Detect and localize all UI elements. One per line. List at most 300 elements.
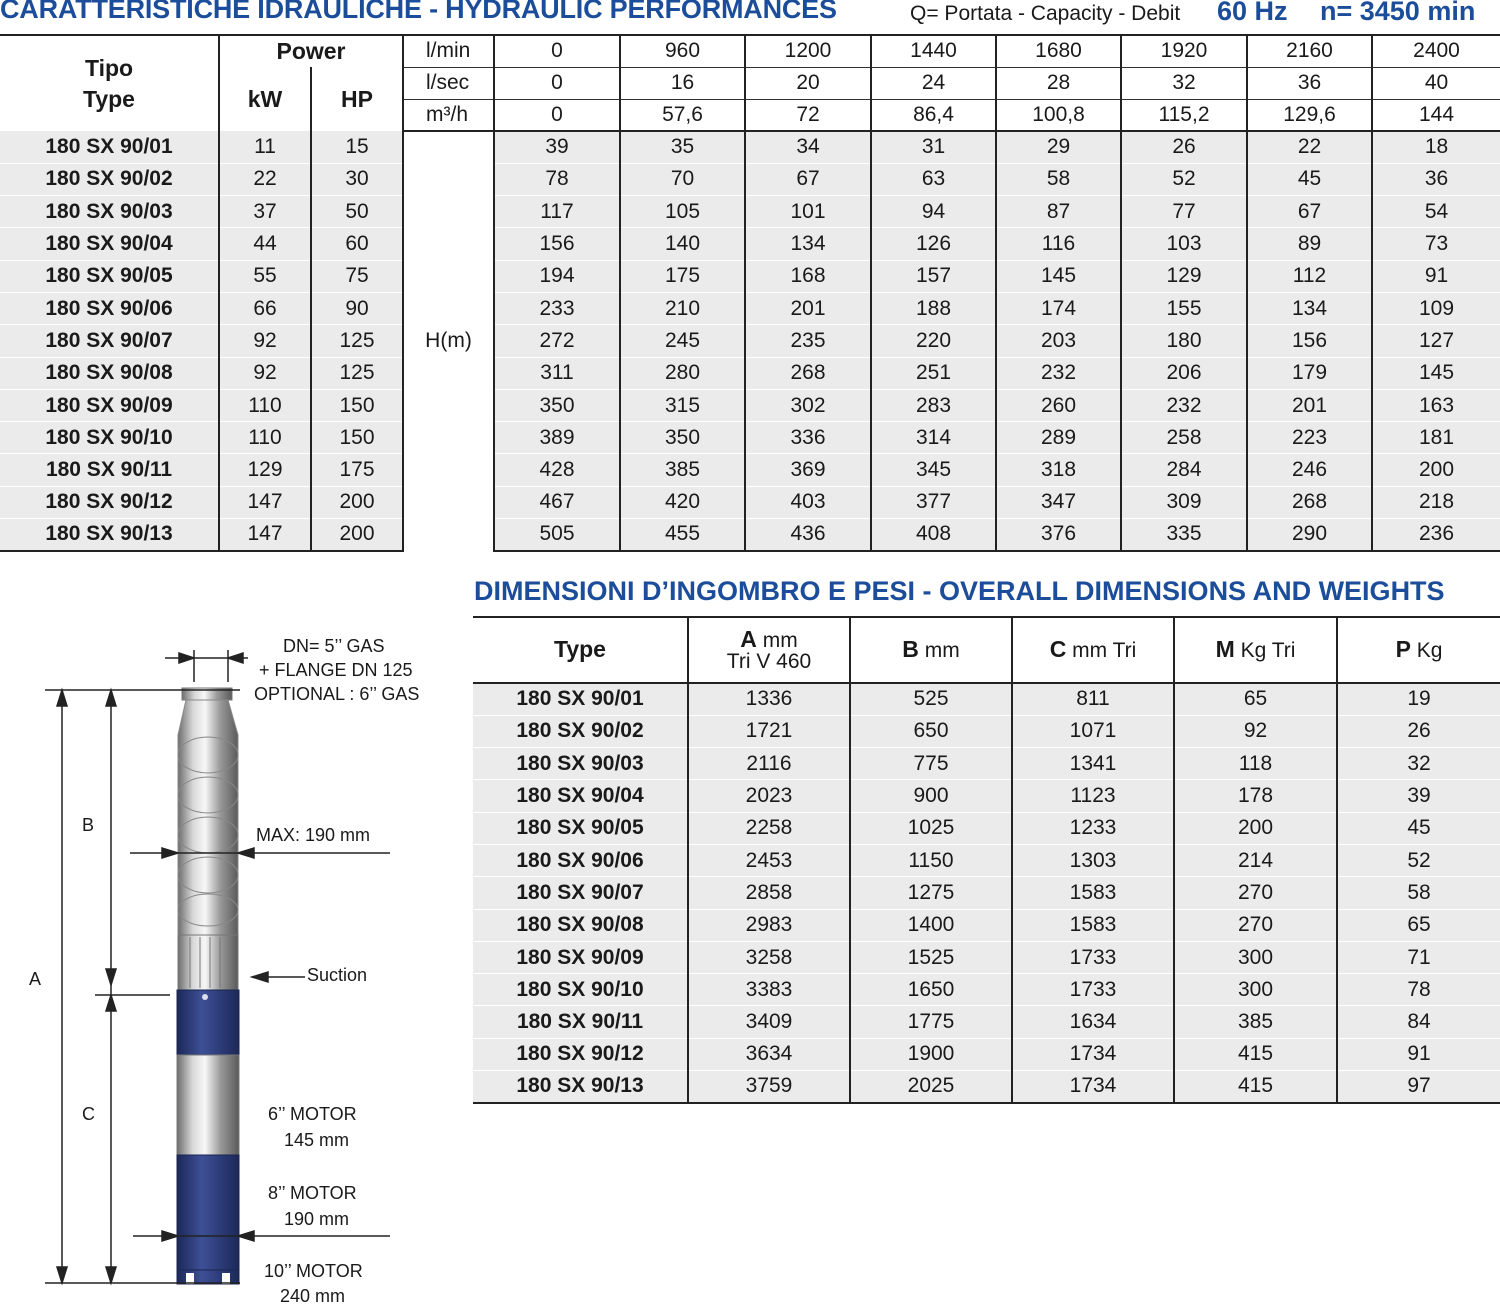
head-value-cell: 283 [871, 389, 996, 421]
flow-unit-lmin: l/min [403, 35, 494, 67]
head-value-cell: 156 [494, 228, 620, 260]
head-value-cell: 350 [620, 422, 745, 454]
motor8-label: 8’’ MOTOR [268, 1183, 357, 1203]
dim-a-cell: 3383 [688, 974, 850, 1006]
head-value-cell: 18 [1372, 131, 1500, 163]
max-diameter-label: MAX: 190 mm [256, 825, 371, 845]
kw-cell: 147 [219, 486, 311, 518]
head-value-cell: 336 [745, 422, 871, 454]
head-value-cell: 70 [620, 163, 745, 195]
flow-cell: 960 [620, 35, 745, 67]
head-value-cell: 89 [1247, 228, 1372, 260]
page-title: CARATTERISTICHE IDRAULICHE - HYDRAULIC PERFORMANCES [0, 0, 837, 24]
head-value-cell: 145 [1372, 357, 1500, 389]
table-row [473, 941, 1500, 973]
kw-cell: 147 [219, 519, 311, 551]
dim-m-cell: 65 [1174, 683, 1337, 715]
model-cell: 180 SX 90/03 [473, 748, 688, 780]
head-value-cell: 280 [620, 357, 745, 389]
head-value-cell: 385 [620, 454, 745, 486]
dim-m-cell: 178 [1174, 780, 1337, 812]
flow-cell: 0 [494, 35, 620, 67]
head-value-cell: 67 [745, 163, 871, 195]
dim-m-cell: 118 [1174, 748, 1337, 780]
dim-a-unit: mm [762, 628, 798, 652]
hp-cell: 150 [311, 389, 403, 421]
hp-cell: 15 [311, 131, 403, 163]
dimensions-table-body [473, 683, 1500, 1103]
hp-cell: 50 [311, 196, 403, 228]
dim-c-cell: 1303 [1012, 844, 1174, 876]
dim-a-sub: Tri V 460 [726, 649, 812, 673]
flow-cell: 57,6 [620, 99, 745, 131]
dim-p-cell: 39 [1337, 780, 1500, 812]
hp-cell: 75 [311, 260, 403, 292]
hp-header: HP [311, 67, 403, 131]
head-value-cell: 436 [745, 519, 871, 551]
model-cell: 180 SX 90/08 [473, 909, 688, 941]
dim-c-cell: 1583 [1012, 877, 1174, 909]
kw-cell: 66 [219, 292, 311, 324]
frequency-label: 60 Hz [1217, 0, 1288, 26]
dim-c-cell: 1341 [1012, 748, 1174, 780]
flow-cell: 115,2 [1121, 99, 1247, 131]
head-value-cell: 126 [871, 228, 996, 260]
dimension-c-label: C [82, 1104, 95, 1124]
model-cell: 180 SX 90/12 [473, 1038, 688, 1070]
model-cell: 180 SX 90/02 [473, 715, 688, 747]
head-value-cell: 163 [1372, 389, 1500, 421]
dim-b-cell: 1275 [850, 877, 1012, 909]
flow-cell: 2400 [1372, 35, 1500, 67]
table-row [0, 292, 1500, 324]
model-cell: 180 SX 90/05 [0, 260, 219, 292]
type-header [0, 35, 219, 131]
dim-c-cell: 1734 [1012, 1071, 1174, 1103]
dim-a-cell: 3258 [688, 941, 850, 973]
table-row [0, 454, 1500, 486]
head-value-cell: 505 [494, 519, 620, 551]
table-row [473, 748, 1500, 780]
flow-cell: 32 [1121, 67, 1247, 99]
dim-p-cell: 78 [1337, 974, 1500, 1006]
head-value-cell: 223 [1247, 422, 1372, 454]
dim-c-cell: 1733 [1012, 974, 1174, 1006]
dim-p-cell: 97 [1337, 1071, 1500, 1103]
head-value-cell: 210 [620, 292, 745, 324]
head-value-cell: 467 [494, 486, 620, 518]
flow-cell: 36 [1247, 67, 1372, 99]
dimension-b-label: B [82, 815, 95, 835]
head-value-cell: 105 [620, 196, 745, 228]
table-row [473, 812, 1500, 844]
dim-a-cell: 1721 [688, 715, 850, 747]
dim-p-cell: 19 [1337, 683, 1500, 715]
table-row [473, 1006, 1500, 1038]
head-value-cell: 235 [745, 325, 871, 357]
head-value-cell: 315 [620, 389, 745, 421]
dim-header-type [473, 617, 688, 683]
dim-m-cell: 92 [1174, 715, 1337, 747]
dim-c-cell: 1583 [1012, 909, 1174, 941]
hp-cell: 125 [311, 325, 403, 357]
motor6-size: 145 mm [284, 1130, 350, 1150]
flow-cell: 1920 [1121, 35, 1247, 67]
head-value-cell: 428 [494, 454, 620, 486]
model-cell: 180 SX 90/11 [473, 1006, 688, 1038]
model-cell: 180 SX 90/04 [473, 780, 688, 812]
dimension-a-label: A [29, 969, 42, 989]
dim-p-cell: 52 [1337, 844, 1500, 876]
model-cell: 180 SX 90/05 [473, 812, 688, 844]
head-value-cell: 156 [1247, 325, 1372, 357]
table-row [0, 131, 1500, 163]
dim-m-cell: 415 [1174, 1071, 1337, 1103]
dim-a-cell: 3409 [688, 1006, 850, 1038]
type-label-it: Tipo [84, 54, 134, 81]
head-value-cell: 335 [1121, 519, 1247, 551]
flow-unit-m3h: m³/h [403, 99, 494, 131]
head-value-cell: 260 [996, 389, 1121, 421]
table-row [473, 909, 1500, 941]
model-cell: 180 SX 90/07 [0, 325, 219, 357]
dim-c-cell: 811 [1012, 683, 1174, 715]
motor6-label: 6’’ MOTOR [268, 1104, 357, 1124]
dim-b-cell: 525 [850, 683, 1012, 715]
table-row [473, 844, 1500, 876]
head-value-cell: 245 [620, 325, 745, 357]
flow-cell: 1440 [871, 35, 996, 67]
power-header: Power [219, 35, 403, 67]
dim-c-cell: 1071 [1012, 715, 1174, 747]
head-value-cell: 26 [1121, 131, 1247, 163]
head-value-cell: 29 [996, 131, 1121, 163]
head-value-cell: 127 [1372, 325, 1500, 357]
dim-b-unit: mm [924, 639, 960, 662]
model-cell: 180 SX 90/03 [0, 196, 219, 228]
dim-m-cell: 270 [1174, 877, 1337, 909]
dim-p-cell: 84 [1337, 1006, 1500, 1038]
head-value-cell: 140 [620, 228, 745, 260]
head-value-cell: 455 [620, 519, 745, 551]
dim-p-cell: 91 [1337, 1038, 1500, 1070]
dim-m-cell: 200 [1174, 812, 1337, 844]
dim-p-cell: 65 [1337, 909, 1500, 941]
dim-a-cell: 2023 [688, 780, 850, 812]
hp-cell: 30 [311, 163, 403, 195]
head-value-cell: 268 [745, 357, 871, 389]
dim-b-cell: 1025 [850, 812, 1012, 844]
head-value-cell: 376 [996, 519, 1121, 551]
dim-c-cell: 1634 [1012, 1006, 1174, 1038]
head-value-cell: 179 [1247, 357, 1372, 389]
table-row [473, 715, 1500, 747]
dim-c-cell: 1123 [1012, 780, 1174, 812]
hp-cell: 60 [311, 228, 403, 260]
flow-cell: 0 [494, 99, 620, 131]
dim-c-cell: 1233 [1012, 812, 1174, 844]
dim-header-a [688, 617, 850, 683]
dim-b-cell: 2025 [850, 1071, 1012, 1103]
model-cell: 180 SX 90/08 [0, 357, 219, 389]
head-value-cell: 408 [871, 519, 996, 551]
dim-m-cell: 300 [1174, 974, 1337, 1006]
hp-cell: 175 [311, 454, 403, 486]
head-value-cell: 129 [1121, 260, 1247, 292]
table-row [473, 683, 1500, 715]
head-value-cell: 116 [996, 228, 1121, 260]
head-value-cell: 194 [494, 260, 620, 292]
dim-c-unit: mm Tri [1072, 639, 1137, 662]
dim-header-b [850, 617, 1012, 683]
head-value-cell: 258 [1121, 422, 1247, 454]
head-value-cell: 345 [871, 454, 996, 486]
model-cell: 180 SX 90/04 [0, 228, 219, 260]
suction-label: Suction [307, 965, 368, 985]
flow-cell: 40 [1372, 67, 1500, 99]
head-value-cell: 52 [1121, 163, 1247, 195]
dim-header-c [1012, 617, 1174, 683]
dim-a-cell: 3759 [688, 1071, 850, 1103]
dim-header-p [1337, 617, 1500, 683]
dim-b-cell: 650 [850, 715, 1012, 747]
dim-a-cell: 2116 [688, 748, 850, 780]
table-row [0, 228, 1500, 260]
model-cell: 180 SX 90/11 [0, 454, 219, 486]
head-value-cell: 39 [494, 131, 620, 163]
dim-b-cell: 1525 [850, 941, 1012, 973]
kw-cell: 92 [219, 357, 311, 389]
head-value-cell: 181 [1372, 422, 1500, 454]
kw-cell: 37 [219, 196, 311, 228]
hydraulic-performance-table [0, 34, 1500, 552]
dim-c-cell: 1733 [1012, 941, 1174, 973]
dim-a-cell: 3634 [688, 1038, 850, 1070]
kw-cell: 55 [219, 260, 311, 292]
optional-label: OPTIONAL : 6’’ GAS [254, 684, 420, 704]
head-value-cell: 377 [871, 486, 996, 518]
dim-b-cell: 900 [850, 780, 1012, 812]
kw-cell: 129 [219, 454, 311, 486]
head-value-cell: 309 [1121, 486, 1247, 518]
dim-m-cell: 300 [1174, 941, 1337, 973]
head-value-cell: 290 [1247, 519, 1372, 551]
head-value-cell: 246 [1247, 454, 1372, 486]
dim-b-letter: B [902, 636, 919, 662]
dim-m-letter: M [1215, 636, 1235, 662]
head-value-cell: 232 [996, 357, 1121, 389]
head-value-cell: 91 [1372, 260, 1500, 292]
head-value-cell: 103 [1121, 228, 1247, 260]
model-cell: 180 SX 90/10 [0, 422, 219, 454]
table-row [473, 1038, 1500, 1070]
model-cell: 180 SX 90/13 [0, 519, 219, 551]
head-value-cell: 284 [1121, 454, 1247, 486]
dim-c-cell: 1734 [1012, 1038, 1174, 1070]
head-value-cell: 101 [745, 196, 871, 228]
head-value-cell: 350 [494, 389, 620, 421]
head-value-cell: 45 [1247, 163, 1372, 195]
dim-p-cell: 26 [1337, 715, 1500, 747]
table-row [0, 325, 1500, 357]
dn-label: DN= 5’’ GAS [283, 636, 385, 656]
type-label-en: Type [83, 85, 135, 112]
flow-cell: 24 [871, 67, 996, 99]
head-value-cell: 272 [494, 325, 620, 357]
head-value-cell: 54 [1372, 196, 1500, 228]
motor10-size: 240 mm [280, 1286, 346, 1306]
dim-m-cell: 385 [1174, 1006, 1337, 1038]
flow-cell: 86,4 [871, 99, 996, 131]
head-value-cell: 311 [494, 357, 620, 389]
hp-cell: 90 [311, 292, 403, 324]
head-value-cell: 58 [996, 163, 1121, 195]
flow-cell: 100,8 [996, 99, 1121, 131]
head-value-cell: 206 [1121, 357, 1247, 389]
table-row [0, 486, 1500, 518]
dim-p-cell: 58 [1337, 877, 1500, 909]
dim-m-cell: 270 [1174, 909, 1337, 941]
flow-cell: 129,6 [1247, 99, 1372, 131]
table-row [0, 163, 1500, 195]
flow-unit-lsec: l/sec [403, 67, 494, 99]
head-value-cell: 117 [494, 196, 620, 228]
head-value-cell: 369 [745, 454, 871, 486]
dim-a-cell: 2453 [688, 844, 850, 876]
flow-cell: 0 [494, 67, 620, 99]
head-value-cell: 175 [620, 260, 745, 292]
dim-m-cell: 214 [1174, 844, 1337, 876]
kw-cell: 22 [219, 163, 311, 195]
kw-header: kW [219, 67, 311, 131]
flange-label: + FLANGE DN 125 [259, 660, 413, 680]
dim-b-cell: 1900 [850, 1038, 1012, 1070]
head-value-cell: 347 [996, 486, 1121, 518]
head-value-cell: 157 [871, 260, 996, 292]
dim-a-cell: 2858 [688, 877, 850, 909]
model-cell: 180 SX 90/02 [0, 163, 219, 195]
table-row [0, 519, 1500, 551]
kw-cell: 110 [219, 422, 311, 454]
head-unit-cell: H(m) [403, 131, 494, 551]
head-value-cell: 155 [1121, 292, 1247, 324]
head-value-cell: 34 [745, 131, 871, 163]
head-value-cell: 203 [996, 325, 1121, 357]
head-value-cell: 145 [996, 260, 1121, 292]
table-row [0, 196, 1500, 228]
pump-drawing [0, 560, 470, 1304]
head-value-cell: 67 [1247, 196, 1372, 228]
kw-cell: 44 [219, 228, 311, 260]
flow-cell: 20 [745, 67, 871, 99]
head-value-cell: 201 [745, 292, 871, 324]
dim-b-cell: 1775 [850, 1006, 1012, 1038]
flow-cell: 28 [996, 67, 1121, 99]
head-value-cell: 31 [871, 131, 996, 163]
model-cell: 180 SX 90/06 [0, 292, 219, 324]
table-row [473, 974, 1500, 1006]
dim-header-type-label: Type [554, 636, 606, 662]
model-cell: 180 SX 90/09 [0, 389, 219, 421]
flow-cell: 2160 [1247, 35, 1372, 67]
head-value-cell: 35 [620, 131, 745, 163]
head-value-cell: 314 [871, 422, 996, 454]
head-value-cell: 112 [1247, 260, 1372, 292]
dim-p-cell: 71 [1337, 941, 1500, 973]
table-row [473, 780, 1500, 812]
dim-p-cell: 32 [1337, 748, 1500, 780]
dimensions-title: DIMENSIONI D’INGOMBRO E PESI - OVERALL DIMENSIONS AND WEIGHTS [474, 576, 1445, 606]
dim-p-letter: P [1395, 636, 1411, 662]
dim-m-cell: 415 [1174, 1038, 1337, 1070]
table-row [473, 1071, 1500, 1103]
kw-cell: 92 [219, 325, 311, 357]
kw-cell: 110 [219, 389, 311, 421]
speed-label: n= 3450 min [1320, 0, 1476, 26]
model-cell: 180 SX 90/01 [473, 683, 688, 715]
head-value-cell: 87 [996, 196, 1121, 228]
hp-cell: 150 [311, 422, 403, 454]
dim-p-cell: 45 [1337, 812, 1500, 844]
flow-cell: 16 [620, 67, 745, 99]
head-value-cell: 389 [494, 422, 620, 454]
head-value-cell: 188 [871, 292, 996, 324]
head-value-cell: 220 [871, 325, 996, 357]
dim-b-cell: 1150 [850, 844, 1012, 876]
kw-cell: 11 [219, 131, 311, 163]
head-value-cell: 318 [996, 454, 1121, 486]
dim-b-cell: 1400 [850, 909, 1012, 941]
capacity-legend: Q= Portata - Capacity - Debit [910, 2, 1181, 25]
dim-b-cell: 775 [850, 748, 1012, 780]
head-value-cell: 251 [871, 357, 996, 389]
head-value-cell: 109 [1372, 292, 1500, 324]
dim-a-cell: 2258 [688, 812, 850, 844]
head-value-cell: 232 [1121, 389, 1247, 421]
flow-cell: 72 [745, 99, 871, 131]
dim-c-letter: C [1049, 636, 1067, 662]
head-value-cell: 236 [1372, 519, 1500, 551]
table-row [0, 357, 1500, 389]
hp-cell: 125 [311, 357, 403, 389]
head-value-cell: 94 [871, 196, 996, 228]
head-value-cell: 268 [1247, 486, 1372, 518]
flow-cell: 144 [1372, 99, 1500, 131]
head-value-cell: 36 [1372, 163, 1500, 195]
dim-a-letter: A [740, 625, 757, 652]
flow-cell: 1200 [745, 35, 871, 67]
head-value-cell: 63 [871, 163, 996, 195]
table-row [473, 877, 1500, 909]
flow-cell: 1680 [996, 35, 1121, 67]
hydraulic-table-body [0, 131, 1500, 551]
head-value-cell: 403 [745, 486, 871, 518]
head-value-cell: 78 [494, 163, 620, 195]
head-value-cell: 168 [745, 260, 871, 292]
head-value-cell: 22 [1247, 131, 1372, 163]
model-cell: 180 SX 90/12 [0, 486, 219, 518]
model-cell: 180 SX 90/13 [473, 1071, 688, 1103]
head-value-cell: 218 [1372, 486, 1500, 518]
model-cell: 180 SX 90/01 [0, 131, 219, 163]
dim-m-unit: Kg Tri [1240, 639, 1296, 662]
dim-header-m [1174, 617, 1337, 683]
model-cell: 180 SX 90/07 [473, 877, 688, 909]
head-value-cell: 200 [1372, 454, 1500, 486]
model-cell: 180 SX 90/10 [473, 974, 688, 1006]
head-value-cell: 420 [620, 486, 745, 518]
table-row [0, 260, 1500, 292]
